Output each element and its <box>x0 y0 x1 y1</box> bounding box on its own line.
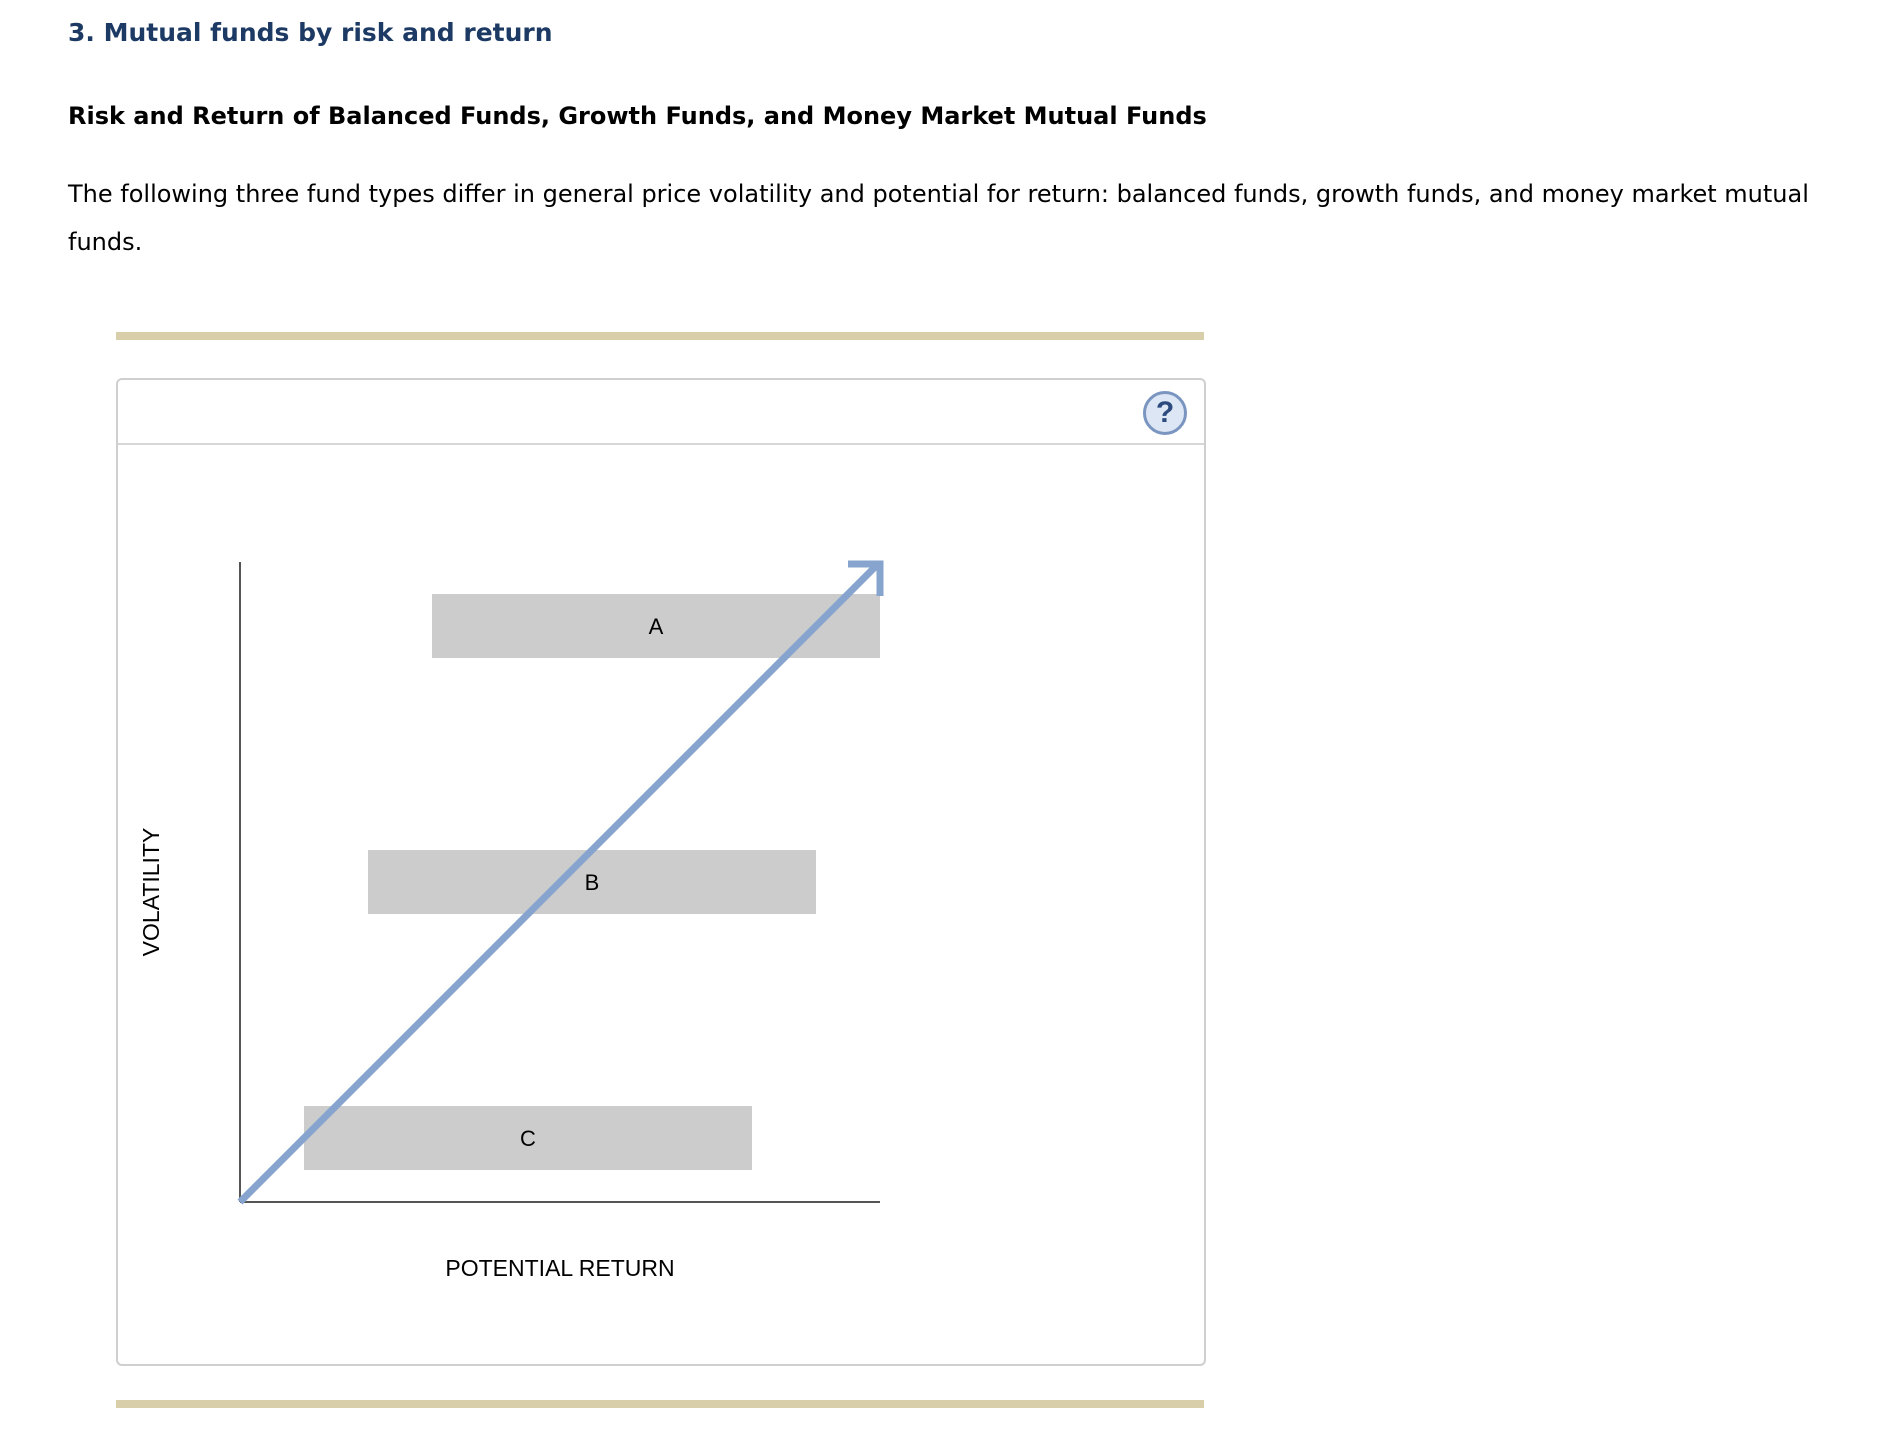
fund-box-b[interactable] <box>368 850 816 914</box>
subtitle: Risk and Return of Balanced Funds, Growth Funds, and Money Market Mutual Funds <box>68 102 1207 130</box>
fund-box-label: B <box>584 870 600 895</box>
fund-boxes <box>304 594 880 1170</box>
bottom-divider <box>116 1400 1204 1408</box>
fund-box-c[interactable] <box>304 1106 752 1170</box>
top-divider <box>116 332 1204 340</box>
y-axis-label: VOLATILITY <box>138 827 164 957</box>
section-title: 3. Mutual funds by risk and return <box>68 18 553 47</box>
risk-return-chart <box>118 380 1204 1364</box>
graph-panel <box>116 378 1206 1366</box>
fund-box-label: C <box>520 1126 536 1151</box>
fund-box-label: A <box>648 614 664 639</box>
x-axis-label: POTENTIAL RETURN <box>445 1255 675 1281</box>
intro-text: The following three fund types differ in general price volatility and potential for return: balanced funds, growth funds, and money market mutual funds. <box>68 180 1809 256</box>
question-mark-icon: ? <box>1155 396 1175 429</box>
